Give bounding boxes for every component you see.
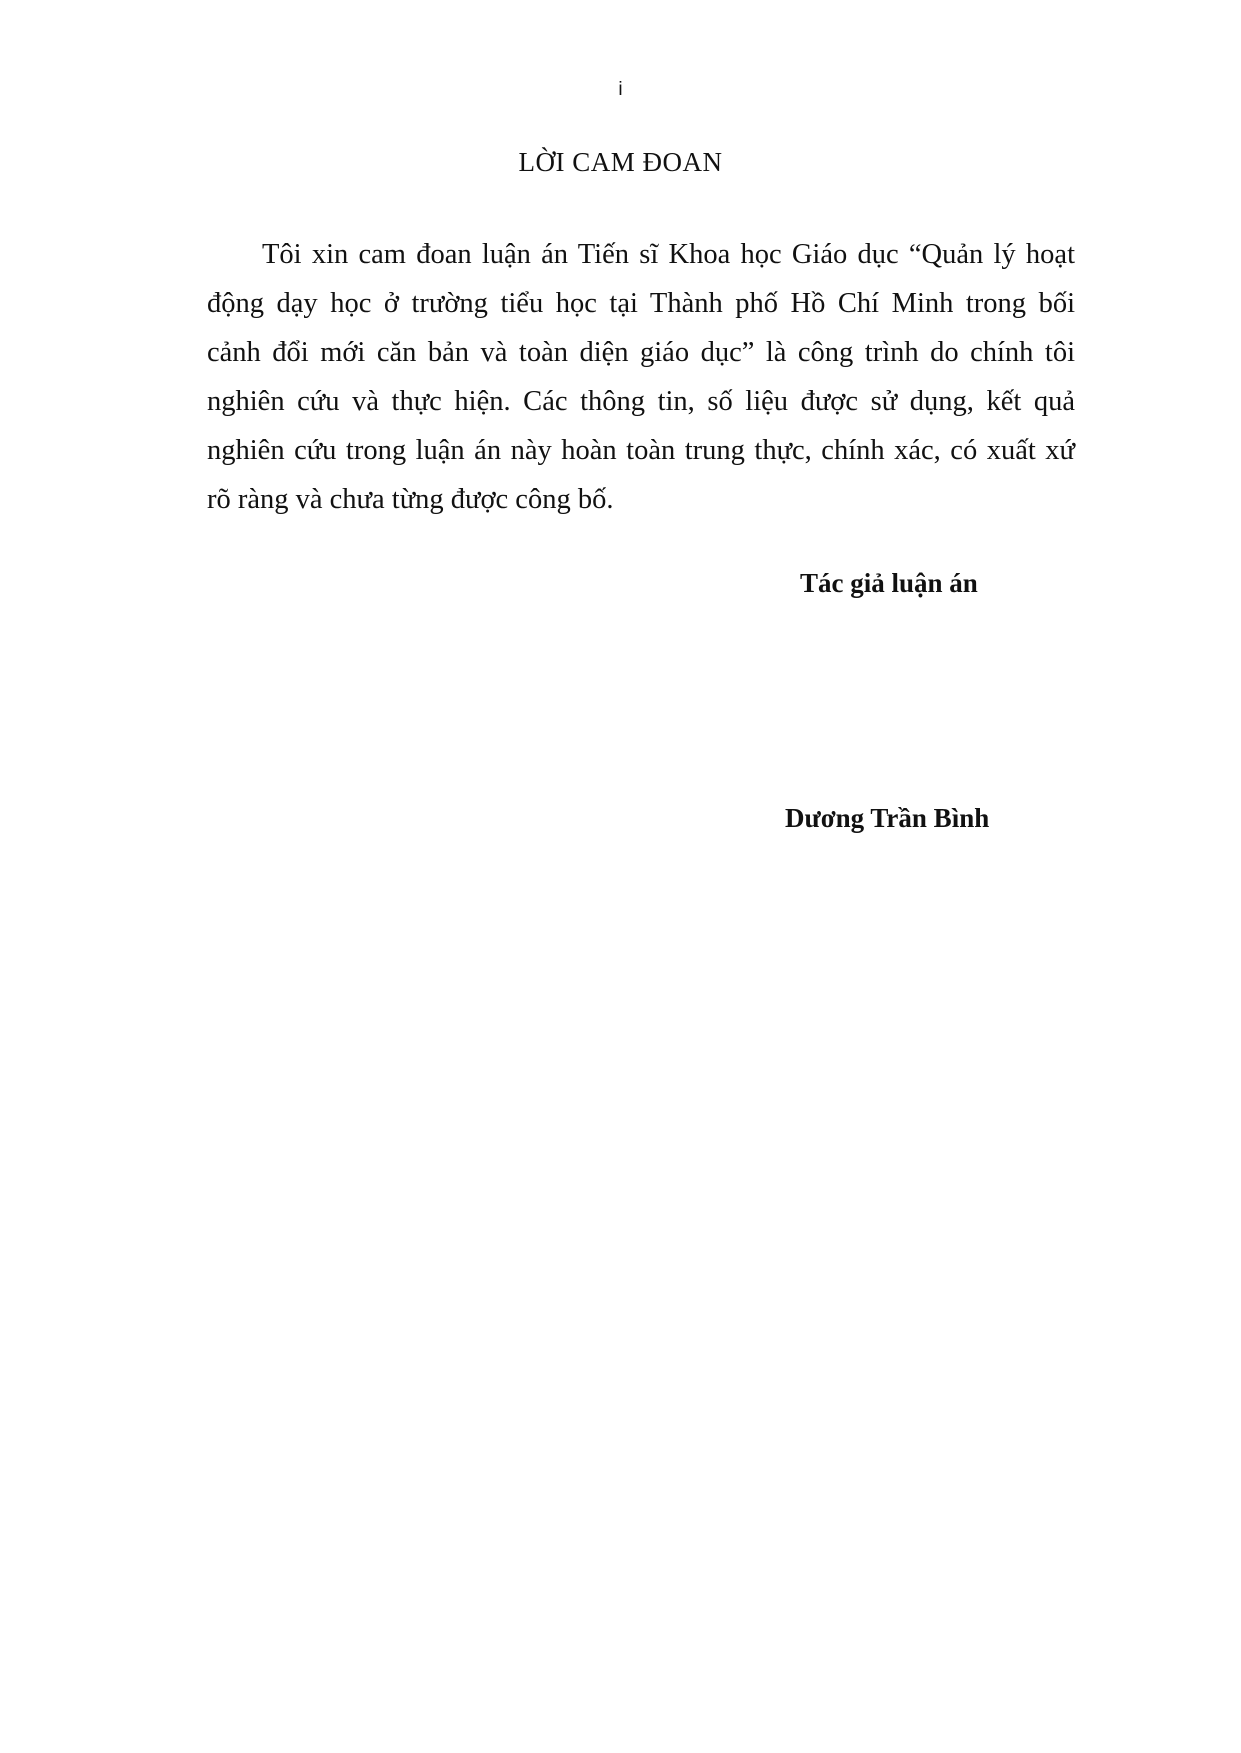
paragraph-line: rõ ràng và chưa từng được công bố.	[207, 484, 614, 515]
paragraph-line: cảnh đổi mới căn bản và toàn diện giáo dục” là công trình do chính tôi	[207, 337, 1075, 368]
paragraph-line: nghiên cứu trong luận án này hoàn toàn trung thực, chính xác, có xuất xứ	[207, 435, 1075, 466]
author-label: Tác giả luận án	[800, 568, 978, 598]
paragraph-line: nghiên cứu và thực hiện. Các thông tin, số liệu được sử dụng, kết quả	[207, 386, 1075, 417]
page-number: i	[618, 79, 623, 100]
author-name: Dương Trần Bình	[785, 803, 990, 833]
declaration-paragraph	[207, 230, 1075, 524]
paragraph-line: Tôi xin cam đoan luận án Tiến sĩ Khoa học Giáo dục “Quản lý hoạt	[262, 239, 1075, 270]
paragraph-line: động dạy học ở trường tiểu học tại Thành phố Hồ Chí Minh trong bối	[207, 288, 1075, 319]
page-title: LỜI CAM ĐOAN	[518, 147, 723, 177]
